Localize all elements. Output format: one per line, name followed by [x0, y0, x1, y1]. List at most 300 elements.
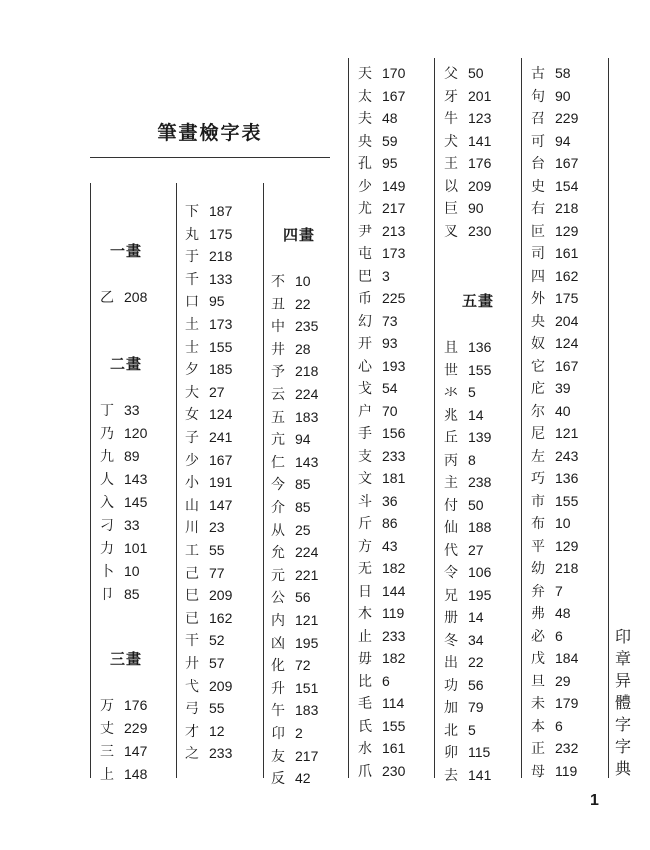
entry-page-number: 195 — [468, 586, 492, 603]
index-entry — [531, 715, 563, 737]
entry-character: 令 — [444, 565, 458, 581]
entry-character: 山 — [185, 497, 199, 514]
index-entry — [185, 629, 225, 651]
entry-page-number: 90 — [555, 87, 571, 104]
entry-character: 巳 — [185, 588, 199, 605]
entry-character: 丈 — [100, 721, 114, 737]
entry-page-number: 56 — [295, 589, 311, 606]
index-entry — [271, 451, 318, 473]
entry-page-number: 93 — [382, 335, 398, 351]
column-divider — [434, 58, 435, 778]
entry-page-number: 123 — [468, 110, 492, 126]
entry-character: 戈 — [358, 381, 372, 397]
entry-character: 凶 — [271, 635, 285, 652]
index-entry — [185, 381, 225, 403]
entry-page-number: 243 — [555, 447, 579, 464]
index-entry — [271, 654, 311, 676]
entry-page-number: 95 — [209, 293, 225, 310]
entry-character: 下 — [185, 204, 199, 220]
index-entry — [185, 245, 232, 267]
entry-page-number: 136 — [555, 470, 579, 486]
index-entry — [444, 130, 491, 152]
entry-character: 巴 — [358, 268, 372, 285]
index-entry — [271, 473, 311, 495]
index-entry — [531, 310, 578, 332]
entry-page-number: 12 — [209, 722, 225, 739]
entry-character: 千 — [185, 271, 199, 288]
column-divider — [263, 183, 264, 778]
entry-page-number: 145 — [124, 494, 148, 510]
index-entry — [100, 717, 147, 739]
stroke-count-heading: 二畫 — [110, 355, 143, 373]
entry-page-number: 167 — [209, 451, 233, 468]
entry-page-number: 161 — [382, 740, 406, 756]
entry-page-number: 182 — [382, 650, 406, 666]
entry-page-number: 188 — [468, 519, 492, 535]
entry-character: 句 — [531, 88, 545, 105]
entry-character: 五 — [271, 409, 285, 426]
entry-page-number: 27 — [468, 541, 484, 558]
entry-page-number: 193 — [382, 357, 406, 374]
index-entry — [531, 287, 578, 309]
entry-character: 仁 — [271, 454, 285, 471]
entry-page-number: 90 — [468, 200, 484, 216]
index-entry — [358, 400, 398, 422]
entry-page-number: 129 — [555, 537, 579, 554]
entry-character: 北 — [444, 722, 458, 739]
index-entry — [444, 674, 484, 696]
index-entry — [358, 557, 405, 579]
index-entry — [531, 535, 578, 557]
index-entry — [531, 737, 578, 759]
entry-page-number: 85 — [124, 586, 140, 602]
index-entry — [531, 130, 571, 152]
index-entry — [531, 175, 578, 197]
entry-character: 斗 — [358, 493, 372, 510]
index-entry — [444, 516, 491, 538]
index-entry — [444, 107, 491, 129]
entry-page-number: 235 — [295, 318, 319, 335]
entry-page-number: 233 — [382, 627, 406, 644]
entry-character: 反 — [271, 771, 285, 788]
entry-character: 主 — [444, 475, 458, 491]
index-entry — [531, 445, 578, 467]
entry-character: 世 — [444, 362, 458, 379]
entry-page-number: 156 — [382, 425, 406, 441]
entry-character: 天 — [358, 66, 372, 82]
entry-page-number: 115 — [468, 744, 491, 760]
entry-character: 介 — [271, 500, 285, 516]
entry-page-number: 162 — [555, 267, 579, 284]
index-entry — [531, 265, 578, 287]
index-entry — [271, 338, 311, 360]
index-entry — [444, 606, 484, 628]
entry-character: 正 — [531, 741, 545, 757]
index-entry — [358, 355, 405, 377]
entry-page-number: 58 — [555, 65, 571, 81]
index-entry — [444, 175, 491, 197]
entry-page-number: 14 — [468, 406, 484, 423]
index-entry — [358, 760, 405, 782]
index-entry — [185, 403, 232, 425]
index-entry — [444, 651, 484, 673]
entry-character: 加 — [444, 700, 458, 716]
entry-character: 手 — [358, 426, 372, 442]
entry-page-number: 129 — [555, 222, 579, 239]
entry-page-number: 27 — [209, 383, 225, 400]
index-entry — [358, 197, 405, 219]
entry-character: 力 — [100, 541, 114, 557]
index-entry — [444, 359, 491, 381]
entry-character: 平 — [531, 538, 545, 555]
entry-page-number: 119 — [382, 605, 405, 621]
entry-character: 木 — [358, 606, 372, 622]
entry-character: 己 — [185, 565, 199, 582]
entry-page-number: 208 — [124, 289, 148, 305]
index-entry — [358, 152, 398, 174]
entry-page-number: 10 — [124, 563, 140, 579]
entry-character: 牛 — [444, 111, 458, 127]
entry-character: 户 — [358, 403, 372, 420]
index-entry — [100, 694, 147, 716]
index-entry — [358, 715, 405, 737]
index-entry — [185, 223, 232, 245]
entry-character: 氺 — [444, 385, 458, 401]
column-divider — [348, 58, 349, 778]
entry-page-number: 73 — [382, 312, 398, 329]
entry-page-number: 55 — [209, 700, 225, 717]
column-divider — [176, 183, 177, 778]
index-entry — [531, 377, 571, 399]
entry-page-number: 43 — [382, 537, 398, 554]
index-entry — [531, 670, 571, 692]
entry-character: 廾 — [185, 656, 199, 672]
stroke-count-heading: 一畫 — [110, 242, 143, 260]
entry-character: 功 — [444, 677, 458, 694]
entry-character: 尼 — [531, 426, 545, 442]
entry-page-number: 173 — [382, 245, 406, 261]
entry-character: 人 — [100, 472, 114, 488]
entry-page-number: 224 — [295, 544, 319, 561]
entry-character: 丸 — [185, 226, 199, 243]
index-entry — [100, 286, 147, 308]
index-entry — [271, 293, 311, 315]
index-entry — [100, 740, 147, 762]
entry-character: 犬 — [444, 133, 458, 150]
index-entry — [185, 200, 232, 222]
entry-page-number: 209 — [209, 677, 233, 694]
index-entry — [358, 377, 398, 399]
entry-page-number: 3 — [382, 267, 390, 284]
entry-page-number: 201 — [468, 87, 492, 104]
entry-character: 云 — [271, 387, 285, 403]
entry-page-number: 161 — [555, 245, 579, 261]
index-entry — [358, 220, 405, 242]
index-entry — [358, 535, 398, 557]
entry-character: 已 — [185, 610, 199, 627]
index-entry — [444, 85, 491, 107]
entry-page-number: 139 — [468, 429, 492, 445]
entry-page-number: 217 — [295, 747, 319, 764]
index-entry — [185, 675, 232, 697]
entry-page-number: 6 — [555, 627, 563, 644]
index-entry — [531, 242, 578, 264]
entry-character: 卯 — [444, 745, 458, 761]
entry-page-number: 204 — [555, 312, 579, 329]
entry-character: 币 — [358, 291, 372, 307]
index-entry — [271, 609, 318, 631]
entry-character: 巨 — [444, 201, 458, 217]
index-entry — [271, 677, 318, 699]
entry-page-number: 195 — [295, 634, 319, 651]
entry-character: 弗 — [531, 606, 545, 622]
index-entry — [271, 586, 311, 608]
entry-character: 召 — [531, 111, 545, 127]
entry-page-number: 167 — [555, 155, 579, 171]
index-entry — [358, 242, 405, 264]
entry-character: 夕 — [185, 362, 199, 379]
entry-page-number: 70 — [382, 402, 398, 419]
stroke-count-heading: 五畫 — [462, 292, 495, 310]
entry-page-number: 176 — [124, 697, 148, 713]
index-entry — [358, 332, 398, 354]
entry-character: 牙 — [444, 88, 458, 105]
index-entry — [185, 313, 232, 335]
index-entry — [444, 471, 491, 493]
stroke-count-heading: 四畫 — [283, 226, 316, 244]
index-entry — [185, 268, 232, 290]
entry-character: 市 — [531, 493, 545, 510]
index-entry — [271, 745, 318, 767]
entry-page-number: 229 — [555, 110, 579, 126]
entry-page-number: 143 — [295, 453, 319, 470]
entry-character: 子 — [185, 430, 199, 446]
entry-character: 丘 — [444, 430, 458, 446]
index-entry — [185, 697, 225, 719]
index-entry — [358, 62, 405, 84]
title-rule — [90, 157, 330, 158]
entry-page-number: 8 — [468, 451, 476, 468]
entry-page-number: 191 — [209, 474, 233, 491]
entry-character: 少 — [358, 178, 372, 195]
entry-page-number: 230 — [382, 762, 406, 779]
entry-character: 尤 — [358, 201, 372, 217]
entry-page-number: 101 — [124, 540, 148, 556]
index-entry — [531, 467, 578, 489]
entry-character: 乙 — [100, 290, 114, 306]
entry-page-number: 55 — [209, 542, 225, 558]
index-entry — [100, 445, 140, 467]
entry-page-number: 209 — [468, 177, 492, 194]
entry-character: 弋 — [185, 678, 199, 695]
entry-page-number: 25 — [295, 521, 311, 538]
index-entry — [358, 107, 398, 129]
entry-page-number: 85 — [295, 499, 311, 515]
entry-character: 兄 — [444, 587, 458, 604]
index-entry — [444, 696, 484, 718]
entry-page-number: 42 — [295, 770, 311, 787]
entry-character: 必 — [531, 628, 545, 645]
entry-character: 氏 — [358, 718, 372, 735]
entry-character: 丙 — [444, 452, 458, 469]
entry-character: 爪 — [358, 763, 372, 780]
index-entry — [358, 490, 398, 512]
index-entry — [531, 490, 578, 512]
entry-page-number: 233 — [382, 447, 406, 464]
entry-page-number: 95 — [382, 155, 398, 171]
index-entry — [444, 584, 491, 606]
entry-page-number: 34 — [468, 631, 484, 648]
index-entry — [358, 602, 404, 624]
entry-character: 王 — [444, 156, 458, 172]
entry-page-number: 114 — [382, 695, 405, 711]
index-entry — [531, 422, 578, 444]
entry-page-number: 238 — [468, 474, 492, 490]
entry-character: 司 — [531, 246, 545, 262]
entry-character: 万 — [100, 698, 114, 714]
entry-page-number: 22 — [468, 654, 484, 670]
index-entry — [358, 737, 405, 759]
entry-page-number: 23 — [209, 519, 225, 536]
entry-page-number: 213 — [382, 222, 406, 239]
entry-page-number: 167 — [382, 87, 406, 104]
entry-character: 入 — [100, 495, 114, 511]
entry-page-number: 94 — [295, 431, 311, 448]
entry-character: 午 — [271, 703, 285, 720]
index-entry — [531, 62, 571, 84]
index-entry — [185, 652, 225, 674]
entry-character: 它 — [531, 358, 545, 375]
entry-page-number: 221 — [295, 566, 319, 583]
entry-page-number: 2 — [295, 725, 303, 741]
index-entry — [444, 381, 476, 403]
entry-character: 去 — [444, 767, 458, 784]
column-divider — [90, 183, 91, 778]
entry-page-number: 136 — [468, 339, 492, 355]
index-entry — [444, 719, 476, 741]
entry-page-number: 241 — [209, 429, 233, 445]
entry-page-number: 79 — [468, 699, 484, 715]
index-entry — [444, 764, 491, 786]
entry-character: 卜 — [100, 564, 114, 580]
entry-page-number: 233 — [209, 745, 233, 762]
entry-character: 庀 — [531, 381, 545, 397]
entry-character: 斤 — [358, 516, 372, 532]
entry-page-number: 29 — [555, 672, 571, 689]
entry-character: 允 — [271, 545, 285, 562]
entry-character: 升 — [271, 680, 285, 697]
index-entry — [271, 360, 318, 382]
index-entry — [358, 265, 390, 287]
entry-character: 毋 — [358, 651, 372, 667]
entry-character: 土 — [185, 317, 199, 333]
entry-character: 台 — [531, 156, 545, 172]
entry-character: 井 — [271, 341, 285, 358]
index-entry — [185, 539, 225, 561]
index-entry — [271, 699, 318, 721]
entry-character: 九 — [100, 449, 114, 465]
index-entry — [531, 355, 578, 377]
index-entry — [185, 584, 232, 606]
entry-character: 央 — [531, 313, 545, 330]
index-entry — [531, 692, 578, 714]
index-entry — [271, 564, 318, 586]
entry-character: 毛 — [358, 696, 372, 712]
entry-page-number: 155 — [555, 492, 579, 509]
entry-character: 元 — [271, 567, 285, 584]
index-entry — [444, 629, 484, 651]
entry-character: 开 — [358, 336, 372, 352]
index-entry — [100, 491, 147, 513]
index-entry — [358, 512, 398, 534]
index-entry — [444, 449, 476, 471]
entry-character: 兆 — [444, 407, 458, 424]
entry-character: 四 — [531, 268, 545, 285]
index-entry — [271, 541, 318, 563]
entry-character: 央 — [358, 133, 372, 150]
entry-page-number: 50 — [468, 65, 484, 81]
entry-character: 左 — [531, 448, 545, 465]
entry-page-number: 59 — [382, 132, 398, 149]
entry-character: 古 — [531, 66, 545, 82]
entry-page-number: 106 — [468, 564, 492, 580]
index-entry — [531, 152, 578, 174]
index-entry — [185, 358, 232, 380]
entry-page-number: 218 — [555, 560, 579, 576]
entry-page-number: 147 — [209, 496, 233, 513]
entry-character: 三 — [100, 744, 114, 760]
entry-character: 大 — [185, 384, 199, 401]
index-entry — [444, 561, 491, 583]
entry-page-number: 155 — [209, 338, 233, 355]
index-entry — [358, 310, 398, 332]
entry-character: 父 — [444, 66, 458, 82]
page-number: 1 — [590, 792, 599, 809]
index-entry — [531, 332, 578, 354]
entry-character: 且 — [444, 340, 458, 356]
entry-character: 刁 — [100, 518, 114, 534]
entry-character: 奴 — [531, 336, 545, 352]
index-entry — [271, 767, 311, 789]
entry-character: 文 — [358, 471, 372, 487]
entry-page-number: 175 — [555, 290, 579, 306]
entry-page-number: 185 — [209, 361, 233, 378]
entry-page-number: 148 — [124, 766, 148, 782]
entry-page-number: 181 — [382, 470, 406, 486]
index-entry — [271, 270, 311, 292]
index-entry — [271, 428, 311, 450]
entry-character: 上 — [100, 767, 114, 783]
entry-page-number: 149 — [382, 177, 406, 194]
entry-character: 幼 — [531, 561, 545, 577]
entry-page-number: 224 — [295, 386, 319, 402]
entry-character: 可 — [531, 133, 545, 150]
entry-page-number: 154 — [555, 177, 579, 194]
entry-page-number: 40 — [555, 402, 571, 419]
entry-page-number: 182 — [382, 560, 406, 576]
entry-character: 止 — [358, 628, 372, 645]
entry-page-number: 6 — [555, 717, 563, 734]
index-entry — [100, 560, 140, 582]
entry-character: 中 — [271, 319, 285, 336]
entry-character: 化 — [271, 658, 285, 675]
entry-character: 内 — [271, 613, 285, 629]
entry-page-number: 33 — [124, 402, 140, 418]
index-entry — [271, 406, 318, 428]
entry-character: 于 — [185, 249, 199, 266]
index-entry — [100, 422, 147, 444]
entry-page-number: 10 — [555, 515, 571, 531]
